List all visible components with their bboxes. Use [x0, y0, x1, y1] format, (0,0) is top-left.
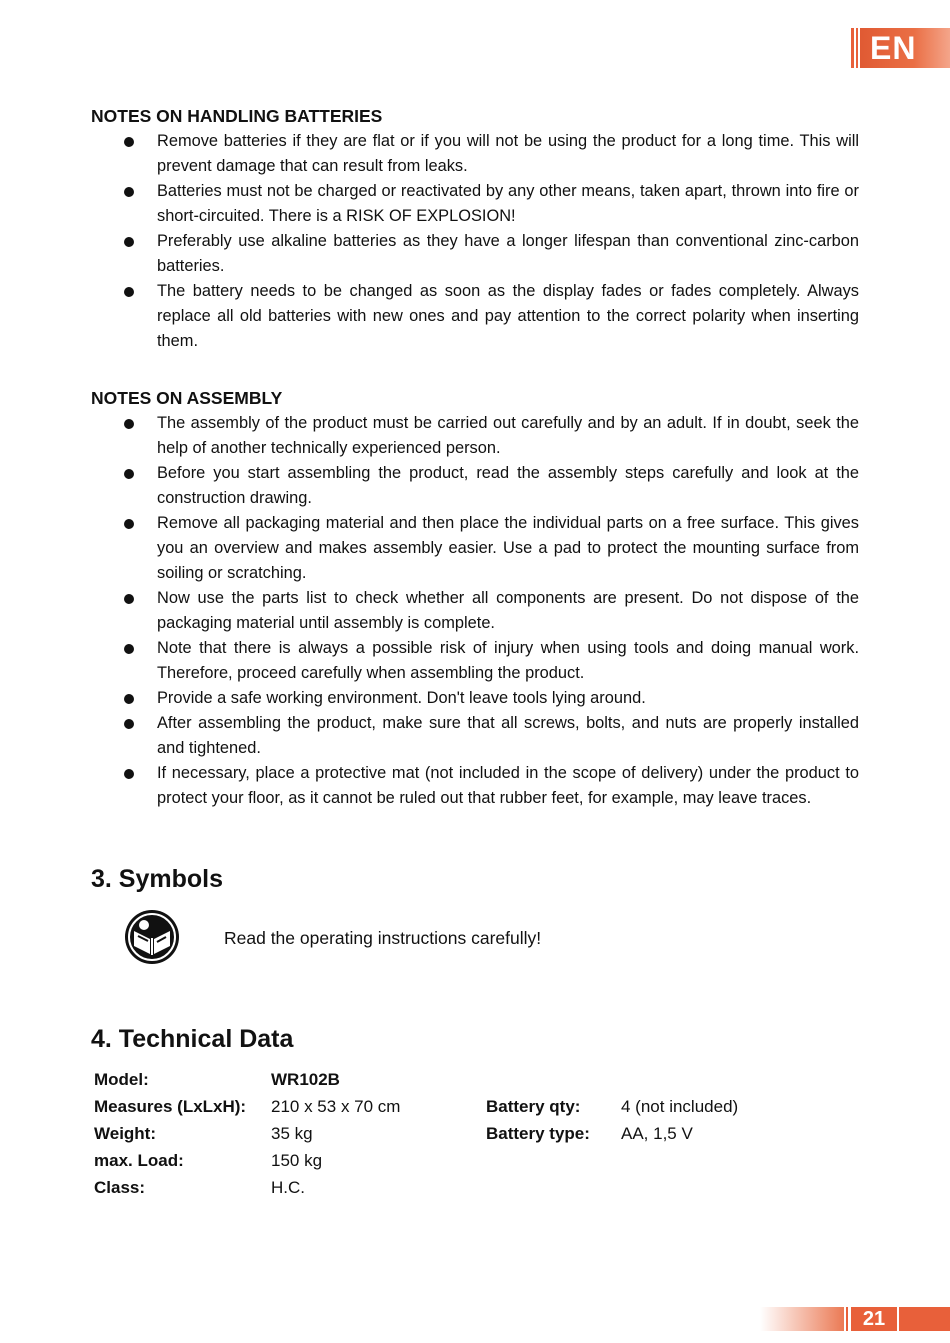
handling-batteries-heading: NOTES ON HANDLING BATTERIES: [91, 106, 383, 126]
battery-type-label: Battery type:: [486, 1123, 590, 1143]
table-row: [91, 1093, 738, 1120]
list-item: Now use the parts list to check whether all components are present. Do not dispose of the packaging material until assembly is complete.: [91, 586, 859, 636]
tab-stripe: [846, 1307, 848, 1331]
list-item: Preferably use alkaline batteries as they have a longer lifespan than conventional zinc-carbon batteries.: [91, 229, 859, 279]
list-item: Remove all packaging material and then place the individual parts on a free surface. This gives you an overview and makes assembly easier. Use a pad to protect the mounting surface from soiling or scratching.: [91, 511, 859, 586]
bullet-icon: [124, 769, 134, 779]
model-value: WR102B: [271, 1069, 340, 1089]
symbol-description: Read the operating instructions carefully!: [224, 928, 542, 948]
bullet-icon: [124, 694, 134, 704]
table-row: [91, 1120, 738, 1147]
page-number-tab: [760, 1307, 950, 1331]
symbols-heading: 3. Symbols: [91, 865, 223, 893]
assembly-list: [91, 411, 859, 811]
measures-label: Measures (LxLxH):: [94, 1096, 247, 1116]
bullet-icon: [124, 594, 134, 604]
tab-fill: [899, 1307, 950, 1331]
list-item: Remove batteries if they are flat or if you will not be using the product for a long time. This will prevent damage that can result from leaks.: [91, 129, 859, 179]
weight-value: 35 kg: [271, 1123, 313, 1143]
list-item: The battery needs to be changed as soon as the display fades or fades completely. Always replace all old batteries with new ones and pay attention to the correct polarity when inserting them.: [91, 279, 859, 354]
bullet-icon: [124, 287, 134, 297]
battery-qty-label: Battery qty:: [486, 1096, 581, 1116]
model-label: Model:: [94, 1069, 149, 1089]
measures-value: 210 x 53 x 70 cm: [271, 1096, 401, 1116]
bullet-icon: [124, 719, 134, 729]
bullet-icon: [124, 519, 134, 529]
list-item: The assembly of the product must be carried out carefully and by an adult. If in doubt, seek the help of another technically experienced person.: [91, 411, 859, 461]
class-label: Class:: [94, 1177, 146, 1197]
battery-type-value: AA, 1,5 V: [621, 1123, 693, 1143]
handling-batteries-list: [91, 129, 859, 354]
list-item: Before you start assembling the product, read the assembly steps carefully and look at the construction drawing.: [91, 461, 859, 511]
bullet-icon: [124, 237, 134, 247]
battery-qty-value: 4 (not included): [621, 1096, 739, 1116]
list-item: If necessary, place a protective mat (not included in the scope of delivery) under the product to protect your floor, as it cannot be ruled out that rubber feet, for example, may leave traces.: [91, 761, 859, 811]
bullet-icon: [124, 419, 134, 429]
page-content: [91, 103, 859, 1201]
list-item: After assembling the product, make sure that all screws, bolts, and nuts are properly installed and tightened.: [91, 711, 859, 761]
weight-label: Weight:: [94, 1123, 157, 1143]
list-item: Provide a safe working environment. Don't leave tools lying around.: [91, 686, 859, 711]
technical-data-table: [91, 1066, 738, 1201]
assembly-heading: NOTES ON ASSEMBLY: [91, 388, 283, 408]
max-load-value: 150 kg: [271, 1150, 323, 1170]
tab-stripe: [851, 28, 854, 68]
page-number: 21: [851, 1307, 897, 1331]
read-instructions-icon: [124, 909, 180, 965]
bullet-icon: [124, 187, 134, 197]
symbol-row: [91, 909, 859, 969]
list-item: Note that there is always a possible risk of injury when using tools and doing manual work. Therefore, proceed carefully when assembling the product.: [91, 636, 859, 686]
list-item: Batteries must not be charged or reactivated by any other means, taken apart, thrown into fire or short-circuited. There is a RISK OF EXPLOSION!: [91, 179, 859, 229]
tab-stripe: [856, 28, 858, 68]
language-tab: [851, 28, 950, 68]
bullet-icon: [124, 644, 134, 654]
table-row: [91, 1147, 738, 1174]
tab-fade: [760, 1307, 844, 1331]
bullet-icon: [124, 137, 134, 147]
language-label: EN: [860, 28, 950, 68]
table-row: [91, 1066, 738, 1093]
table-row: [91, 1174, 738, 1201]
technical-data-heading: 4. Technical Data: [91, 1025, 294, 1053]
class-value: H.C.: [271, 1177, 305, 1197]
max-load-label: max. Load:: [94, 1150, 184, 1170]
bullet-icon: [124, 469, 134, 479]
